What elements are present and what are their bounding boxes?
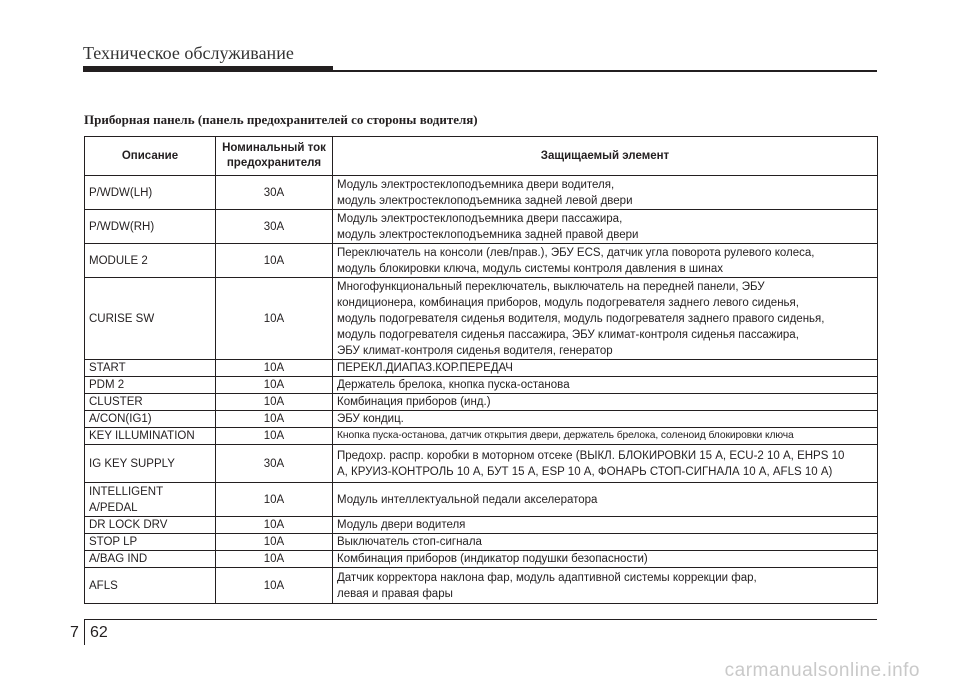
fuse-rating: 10A [216, 278, 333, 360]
page-number: 62 [90, 624, 108, 641]
fuse-name: A/CON(IG1) [85, 411, 216, 428]
protected-element: Модуль электростеклоподъемника двери водителя, модуль электростеклоподъемника задней левой двери [333, 176, 878, 210]
fuse-name: CLUSTER [85, 394, 216, 411]
fuse-name: AFLS [85, 568, 216, 604]
fuse-name: A/BAG IND [85, 551, 216, 568]
table-row [85, 517, 878, 534]
chapter-number: 7 [70, 624, 79, 641]
fuse-name: IG KEY SUPPLY [85, 445, 216, 483]
footer-rule [84, 619, 877, 620]
fuse-rating: 10A [216, 244, 333, 278]
protected-element: ПЕРЕКЛ.ДИАПАЗ.КОР.ПЕРЕДАЧ [333, 360, 878, 377]
protected-element: Модуль интеллектуальной педали акселератора [333, 483, 878, 517]
protected-element: Предохр. распр. коробки в моторном отсеке (ВЫКЛ. БЛОКИРОВКИ 15 А, ECU-2 10 А, EHPS 10 А, КРУИЗ-КОНТРОЛЬ 10 А, БУТ 15 А, ESP 10 А, ФОНАРЬ СТОП-СИГНАЛА 10 А, AFLS 10 А) [333, 445, 878, 483]
protected-element: Многофункциональный переключатель, выключатель на передней панели, ЭБУ кондиционера, комбинация приборов, модуль подогревателя заднего левого сиденья, модуль подогревателя сиденья водителя, модуль подогревателя заднего правого сиденья, модуль подогревателя сиденья пассажира, ЭБУ климат-контроля сиденья пассажира, ЭБУ климат-контроля сиденья водителя, генератор [333, 278, 878, 360]
fuse-rating: 10A [216, 517, 333, 534]
table-row [85, 551, 878, 568]
fuse-name: PDM 2 [85, 377, 216, 394]
watermark: carmanualsonline.info [724, 660, 920, 681]
table-row [85, 210, 878, 244]
table-row [85, 377, 878, 394]
fuse-name: CURISE SW [85, 278, 216, 360]
fuse-table [84, 136, 878, 604]
table-row [85, 360, 878, 377]
fuse-name: MODULE 2 [85, 244, 216, 278]
fuse-rating: 10A [216, 411, 333, 428]
fuse-rating: 10A [216, 377, 333, 394]
header-rule-thin [333, 70, 877, 72]
fuse-rating: 10A [216, 551, 333, 568]
fuse-rating: 10A [216, 428, 333, 445]
table-row [85, 411, 878, 428]
header-rating: Номинальный ток предохранителя [216, 137, 333, 176]
table-row [85, 483, 878, 517]
protected-element: Модуль двери водителя [333, 517, 878, 534]
table-row [85, 394, 878, 411]
footer-divider [84, 619, 85, 645]
fuse-rating: 30A [216, 176, 333, 210]
table-row [85, 568, 878, 604]
protected-element: Выключатель стоп-сигнала [333, 534, 878, 551]
section-title: Приборная панель (панель предохранителей со стороны водителя) [84, 112, 478, 127]
protected-element: Комбинация приборов (индикатор подушки безопасности) [333, 551, 878, 568]
protected-element: Датчик корректора наклона фар, модуль адаптивной системы коррекции фар, левая и правая фары [333, 568, 878, 604]
table-row [85, 278, 878, 360]
fuse-name: STOP LP [85, 534, 216, 551]
fuse-rating: 10A [216, 360, 333, 377]
protected-element: ЭБУ кондиц. [333, 411, 878, 428]
table-row [85, 445, 878, 483]
protected-element: Комбинация приборов (инд.) [333, 394, 878, 411]
fuse-rating: 10A [216, 534, 333, 551]
fuse-rating: 10A [216, 483, 333, 517]
table-row [85, 176, 878, 210]
fuse-rating: 10A [216, 568, 333, 604]
protected-element: Переключатель на консоли (лев/прав.), ЭБУ ECS, датчик угла поворота рулевого колеса, модуль блокировки ключа, модуль системы контроля давления в шинах [333, 244, 878, 278]
fuse-name: KEY ILLUMINATION [85, 428, 216, 445]
fuse-rating: 30A [216, 445, 333, 483]
table-header-row [85, 137, 878, 176]
chapter-title: Техническое обслуживание [83, 43, 294, 63]
header-protected: Защищаемый элемент [333, 137, 878, 176]
header-description: Описание [85, 137, 216, 176]
table-row [85, 428, 878, 445]
fuse-name: P/WDW(LH) [85, 176, 216, 210]
header-rule-thick [83, 66, 333, 72]
fuse-name: INTELLIGENT A/PEDAL [85, 483, 216, 517]
fuse-name: DR LOCK DRV [85, 517, 216, 534]
fuse-name: P/WDW(RH) [85, 210, 216, 244]
fuse-rating: 10A [216, 394, 333, 411]
protected-element: Держатель брелока, кнопка пуска-остановa [333, 377, 878, 394]
protected-element: Кнопка пуска-остановa, датчик открытия двери, держатель брелока, соленоид блокировки ключа [333, 428, 878, 445]
table-row [85, 244, 878, 278]
fuse-name: START [85, 360, 216, 377]
table-row [85, 534, 878, 551]
protected-element: Модуль электростеклоподъемника двери пассажира, модуль электростеклоподъемника задней правой двери [333, 210, 878, 244]
fuse-rating: 30A [216, 210, 333, 244]
